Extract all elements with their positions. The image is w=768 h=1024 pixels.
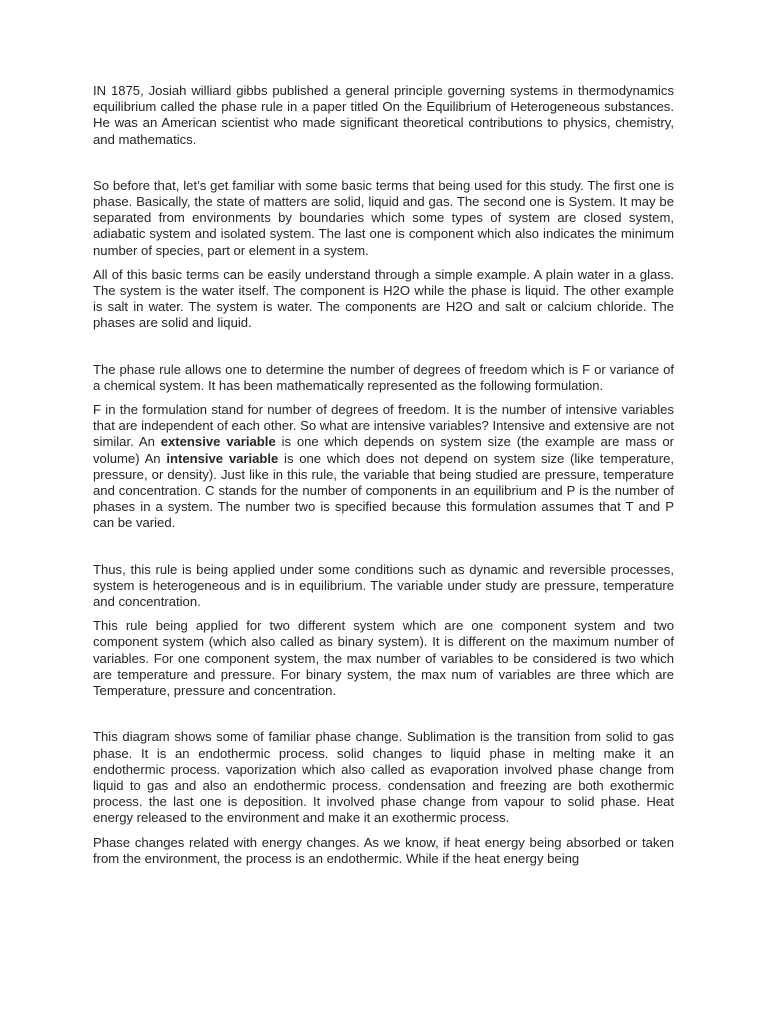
text-run: is one which does not depend on system size (like temperature, pressure, or density). Just like in this rule, the variable that being studied are pressure, temperature and concentration. C stands for the number of components in an equilibrium and P is the number of phases in a system. The number two is specified because this formulation assumes that T and P can be varied.	[93, 450, 674, 531]
paragraph-example: All of this basic terms can be easily understand through a simple example. A plain water in a glass. The system is the water itself. The component is H2O while the phase is liquid. The other example is salt in water. The system is water. The components are H2O and salt or calcium chloride. The phases are solid and liquid.	[93, 266, 674, 331]
paragraph-energy-changes: Phase changes related with energy changes. As we know, if heat energy being absorbed or taken from the environment, the process is an endothermic. While if the heat energy being	[93, 834, 674, 866]
paragraph-phase-change-diagram: This diagram shows some of familiar phase change. Sublimation is the transition from solid to gas phase. It is an endothermic process. solid changes to liquid phase in melting make it an endothermic process. vaporization which also called as evaporation involved phase change from liquid to gas and also an endothermic process. condensation and freezing are both exothermic process. the last one is deposition. It involved phase change from vapour to solid phase. Heat energy released to the environment and make it an exothermic process.	[93, 729, 674, 826]
paragraph-phase-rule: The phase rule allows one to determine the number of degrees of freedom which is F or variance of a chemical system. It has been mathematically represented as the following formulation.	[93, 361, 674, 393]
paragraph-basic-terms: So before that, let’s get familiar with some basic terms that being used for this study. The first one is phase. Basically, the state of matters are solid, liquid and gas. The second one is System. It may be separated from environments by boundaries which some types of system are closed system, adiabatic system and isolated system. The last one is component which also indicates the minimum number of species, part or element in a system.	[93, 177, 674, 258]
text-run: F in the formulation stand for number of degrees of freedom. It is the number of intensive variables that are independent of each other. So what are intensive variables? Intensive and extensive are not similar. An	[93, 402, 674, 450]
paragraph-component-systems: This rule being applied for two different system which are one component system and two component system (which also called as binary system). It is different on the maximum number of variables. For one component system, the max number of variables to be considered is two which are temperature and pressure. For binary system, the max num of variables are three which are Temperature, pressure and concentration.	[93, 618, 674, 699]
paragraph-gibbs-intro: IN 1875, Josiah williard gibbs published a general principle governing systems in thermodynamics equilibrium called the phase rule in a paper titled On the Equilibrium of Heterogeneous substances. He was an American scientist who made significant theoretical contributions to physics, chemistry, and mathematics.	[93, 83, 674, 147]
term-intensive-variable: intensive variable	[166, 450, 279, 466]
paragraph-conditions: Thus, this rule is being applied under some conditions such as dynamic and reversible processes, system is heterogeneous and is in equilibrium. The variable under study are pressure, temperature and concentration.	[93, 561, 674, 610]
term-extensive-variable: extensive variable	[160, 434, 276, 450]
document-page	[93, 83, 674, 867]
paragraph-degrees-of-freedom	[93, 402, 674, 532]
text-run: is one which depends on system size (the example are mass or volume) An	[93, 434, 674, 466]
